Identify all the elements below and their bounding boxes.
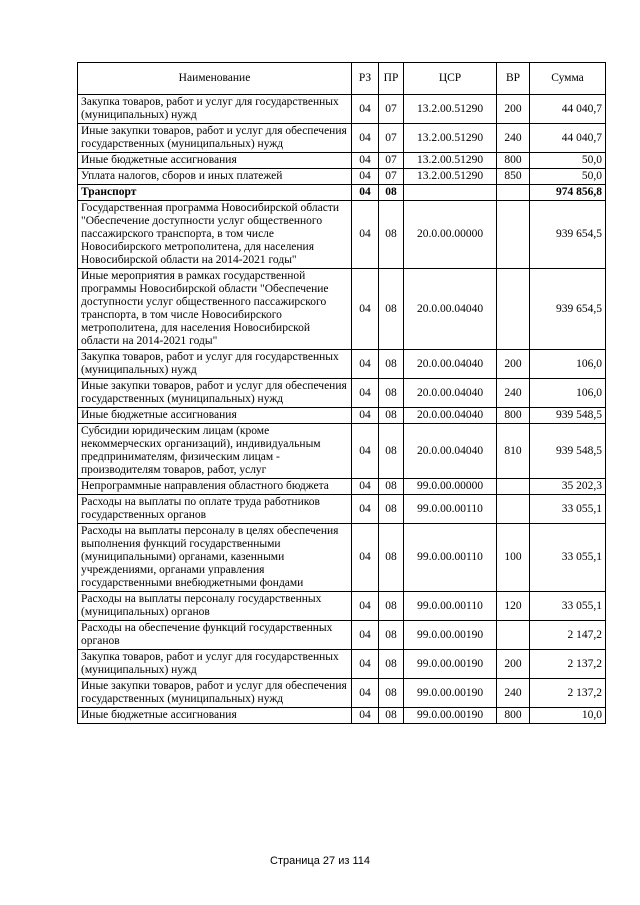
row-pr: 08: [379, 379, 404, 408]
row-csr: 99.0.00.00190: [404, 708, 497, 724]
row-sum: 2 137,2: [530, 650, 606, 679]
header-rz: РЗ: [352, 63, 379, 95]
row-csr: 20.0.00.04040: [404, 408, 497, 424]
row-rz: 04: [352, 708, 379, 724]
row-sum: 35 202,3: [530, 479, 606, 495]
row-vr: [497, 479, 530, 495]
row-sum: 44 040,7: [530, 124, 606, 153]
row-name: Уплата налогов, сборов и иных платежей: [78, 169, 352, 185]
page-footer: Страница 27 из 114: [270, 855, 370, 867]
row-csr: 99.0.00.00190: [404, 621, 497, 650]
row-rz: 04: [352, 269, 379, 350]
table-row: [78, 124, 606, 153]
table-row: [78, 650, 606, 679]
row-pr: 08: [379, 185, 404, 201]
row-csr: 13.2.00.51290: [404, 95, 497, 124]
row-csr: 20.0.00.04040: [404, 269, 497, 350]
row-sum: 2 137,2: [530, 679, 606, 708]
row-vr: [497, 495, 530, 524]
row-vr: 240: [497, 124, 530, 153]
row-csr: 99.0.00.00000: [404, 479, 497, 495]
row-rz: 04: [352, 424, 379, 479]
row-name: Расходы на обеспечение функций государственных органов: [78, 621, 352, 650]
table-row: [78, 495, 606, 524]
row-csr: 20.0.00.04040: [404, 379, 497, 408]
table-row: [78, 185, 606, 201]
row-pr: 08: [379, 350, 404, 379]
row-sum: 33 055,1: [530, 495, 606, 524]
row-name: Иные закупки товаров, работ и услуг для обеспечения государственных (муниципальных) нужд: [78, 124, 352, 153]
row-sum: 50,0: [530, 153, 606, 169]
row-name: Расходы на выплаты по оплате труда работников государственных органов: [78, 495, 352, 524]
row-csr: 99.0.00.00110: [404, 495, 497, 524]
row-csr: 20.0.00.00000: [404, 201, 497, 269]
row-name: Расходы на выплаты персоналу в целях обеспечения выполнения функций государственными (муниципальными) органами, казенными учреждениями, органами управления государственными внебюджетными фондами: [78, 524, 352, 592]
row-csr: [404, 185, 497, 201]
row-csr: 20.0.00.04040: [404, 350, 497, 379]
row-pr: 08: [379, 408, 404, 424]
row-pr: 08: [379, 479, 404, 495]
row-name: Непрограммные направления областного бюджета: [78, 479, 352, 495]
row-sum: 939 654,5: [530, 269, 606, 350]
row-vr: [497, 185, 530, 201]
table-row: [78, 592, 606, 621]
row-rz: 04: [352, 495, 379, 524]
row-name: Иные закупки товаров, работ и услуг для обеспечения государственных (муниципальных) нужд: [78, 679, 352, 708]
table-row: [78, 153, 606, 169]
row-sum: 106,0: [530, 350, 606, 379]
row-vr: 800: [497, 708, 530, 724]
row-name: Расходы на выплаты персоналу государственных (муниципальных) органов: [78, 592, 352, 621]
row-vr: 800: [497, 408, 530, 424]
table-row: [78, 379, 606, 408]
row-csr: 99.0.00.00110: [404, 524, 497, 592]
table-row: [78, 408, 606, 424]
row-name: Иные мероприятия в рамках государственной программы Новосибирской области "Обеспечение доступности услуг общественного пассажирского транспорта, в том числе Новосибирского метрополитена, для населения Новосибирской области на 2014-2021 годы": [78, 269, 352, 350]
table-row: [78, 479, 606, 495]
row-pr: 08: [379, 650, 404, 679]
row-name: Закупка товаров, работ и услуг для государственных (муниципальных) нужд: [78, 350, 352, 379]
row-vr: 100: [497, 524, 530, 592]
row-pr: 07: [379, 95, 404, 124]
row-pr: 08: [379, 201, 404, 269]
row-vr: 850: [497, 169, 530, 185]
row-csr: 99.0.00.00190: [404, 679, 497, 708]
row-rz: 04: [352, 408, 379, 424]
header-name: Наименование: [78, 63, 352, 95]
row-sum: 33 055,1: [530, 592, 606, 621]
row-sum: 10,0: [530, 708, 606, 724]
row-pr: 07: [379, 124, 404, 153]
row-rz: 04: [352, 650, 379, 679]
row-sum: 106,0: [530, 379, 606, 408]
header-pr: ПР: [379, 63, 404, 95]
row-rz: 04: [352, 95, 379, 124]
row-csr: 13.2.00.51290: [404, 124, 497, 153]
row-sum: 44 040,7: [530, 95, 606, 124]
row-csr: 13.2.00.51290: [404, 153, 497, 169]
row-vr: [497, 269, 530, 350]
row-vr: 120: [497, 592, 530, 621]
row-pr: 08: [379, 621, 404, 650]
row-vr: 200: [497, 650, 530, 679]
row-pr: 07: [379, 169, 404, 185]
row-rz: 04: [352, 592, 379, 621]
row-vr: 200: [497, 350, 530, 379]
row-rz: 04: [352, 153, 379, 169]
row-csr: 99.0.00.00190: [404, 650, 497, 679]
row-rz: 04: [352, 524, 379, 592]
row-pr: 08: [379, 708, 404, 724]
row-name: Закупка товаров, работ и услуг для государственных (муниципальных) нужд: [78, 95, 352, 124]
table-row: [78, 424, 606, 479]
row-sum: 33 055,1: [530, 524, 606, 592]
row-name: Закупка товаров, работ и услуг для государственных (муниципальных) нужд: [78, 650, 352, 679]
row-sum: 974 856,8: [530, 185, 606, 201]
header-vr: ВР: [497, 63, 530, 95]
row-pr: 08: [379, 424, 404, 479]
table-row: [78, 269, 606, 350]
row-pr: 07: [379, 153, 404, 169]
row-csr: 20.0.00.04040: [404, 424, 497, 479]
budget-table: [77, 62, 606, 724]
row-sum: 939 548,5: [530, 424, 606, 479]
row-sum: 50,0: [530, 169, 606, 185]
row-rz: 04: [352, 479, 379, 495]
row-rz: 04: [352, 379, 379, 408]
row-rz: 04: [352, 350, 379, 379]
row-name: Иные закупки товаров, работ и услуг для обеспечения государственных (муниципальных) нужд: [78, 379, 352, 408]
row-name: Иные бюджетные ассигнования: [78, 153, 352, 169]
table-row: [78, 169, 606, 185]
row-vr: [497, 201, 530, 269]
row-csr: 13.2.00.51290: [404, 169, 497, 185]
row-vr: 240: [497, 679, 530, 708]
row-name: Иные бюджетные ассигнования: [78, 408, 352, 424]
table-body: [78, 95, 606, 724]
row-vr: 800: [497, 153, 530, 169]
row-pr: 08: [379, 679, 404, 708]
header-csr: ЦСР: [404, 63, 497, 95]
row-pr: 08: [379, 592, 404, 621]
row-name: Транспорт: [78, 185, 352, 201]
row-vr: [497, 621, 530, 650]
table-row: [78, 201, 606, 269]
row-sum: 2 147,2: [530, 621, 606, 650]
row-pr: 08: [379, 269, 404, 350]
row-vr: 810: [497, 424, 530, 479]
row-vr: 200: [497, 95, 530, 124]
table-header-row: [78, 63, 606, 95]
row-name: Государственная программа Новосибирской области "Обеспечение доступности услуг общественного пассажирского транспорта, в том числе Новосибирского метрополитена, для населения Новосибирской области на 2014-2021 годы": [78, 201, 352, 269]
row-sum: 939 654,5: [530, 201, 606, 269]
row-vr: 240: [497, 379, 530, 408]
header-sum: Сумма: [530, 63, 606, 95]
row-rz: 04: [352, 621, 379, 650]
table-row: [78, 524, 606, 592]
row-pr: 08: [379, 495, 404, 524]
table-row: [78, 708, 606, 724]
row-sum: 939 548,5: [530, 408, 606, 424]
row-rz: 04: [352, 201, 379, 269]
row-csr: 99.0.00.00110: [404, 592, 497, 621]
row-pr: 08: [379, 524, 404, 592]
table-row: [78, 350, 606, 379]
table-row: [78, 621, 606, 650]
row-rz: 04: [352, 169, 379, 185]
table-row: [78, 95, 606, 124]
table-row: [78, 679, 606, 708]
row-name: Иные бюджетные ассигнования: [78, 708, 352, 724]
row-rz: 04: [352, 679, 379, 708]
row-name: Субсидии юридическим лицам (кроме некоммерческих организаций), индивидуальным предпринимателям, физическим лицам - производителям товаров, работ, услуг: [78, 424, 352, 479]
row-rz: 04: [352, 124, 379, 153]
row-rz: 04: [352, 185, 379, 201]
